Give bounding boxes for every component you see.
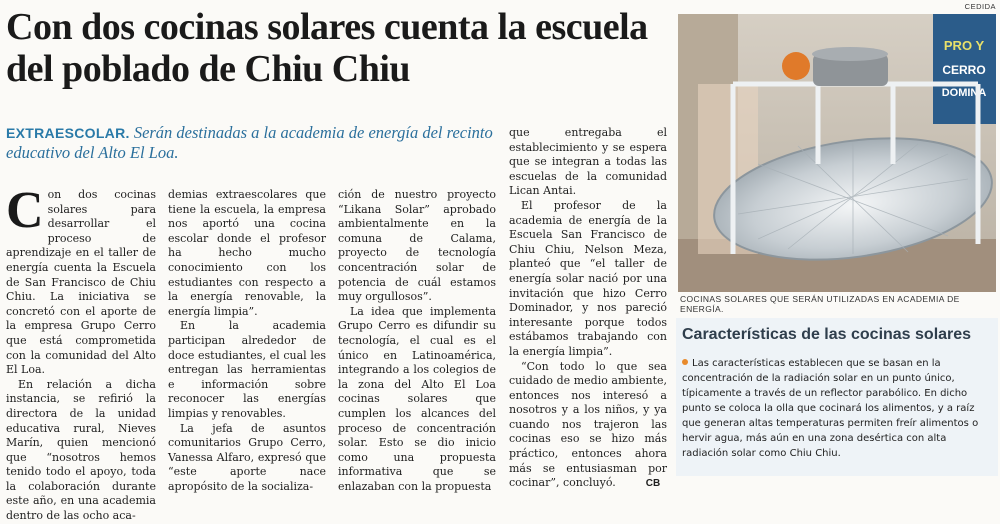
column-4 xyxy=(509,126,667,492)
pot-rim xyxy=(812,47,888,61)
col2-p1: demias extraescolares que tiene la escuela, la empresa nos aportó una cocina escolar donde el profesor ha hecho mucho conocimiento con los estudiantes con respecto a la energía renovable, la energía limpia”. xyxy=(168,188,326,318)
col2-p3: La jefa de asuntos comunitarios Grupo Cerro, Vanessa Alfaro, expresó que “este aporte nace apropósito de la socializa- xyxy=(168,421,326,493)
sidebar-body xyxy=(682,356,990,461)
banner-text-2: CERRO xyxy=(942,63,986,77)
col1-p1: on dos cocinas solares para desarrollar el proceso de aprendizaje en el taller de energía cuenta la Escuela de San Francisco de Chiu Chiu. La iniciativa se concretó con el aporte de la empresa Grupo Cerro que está comprometida con la comunidad del Alto El Loa. xyxy=(6,188,156,377)
col4-p2: El profesor de la academia de energía de la Escuela San Francisco de Chiu Chiu, Nelson Meza, planteó que “el taller de energía solar nació por una invitación que hizo Cerro Dominador, y nos pareció interesante porque todos estábamos trabajando con la energía limpia”. xyxy=(509,198,667,358)
orange-fruit xyxy=(782,52,810,80)
sidebar-text: Las características establecen que se basan en la concentración de la radiación solar en un punto único, típicamente a través de un reflector parabólico. En dicho punto se coloca la olla que cocinará los alimentos, y a raíz que generan altas temperaturas permiten freír alimentos o hervir agua, más aún en una zona desértica con alta radiación solar como Chiu Chiu. xyxy=(682,358,979,459)
solar-cooker-illustration xyxy=(678,14,996,292)
column-2 xyxy=(168,188,326,494)
banner-text-1: PRO Y xyxy=(943,38,985,53)
deck: Serán destinadas a la academia de energía del recinto educativo del Alto El Loa. xyxy=(6,123,493,162)
dropcap: C xyxy=(6,182,44,239)
banner-text-3: DOMINA xyxy=(941,87,987,99)
column-1 xyxy=(6,182,156,524)
col1-p2: En relación a dicha instancia, se refirió la directora de la unidad educativa rural, Nieves Marín, quien mencionó que “nosotros hemos tenido todo el apoyo, toda la colaboración durante este año, en una academia dentro de las ocho aca- xyxy=(6,377,156,523)
headline: Con dos cocinas solares cuenta la escuela del poblado de Chiu Chiu xyxy=(6,6,648,90)
col4-p1: que entregaba el establecimiento y se espera que se integran a todas las escuelas de la comunidad Lican Antai. xyxy=(509,126,667,198)
kicker: EXTRAESCOLAR. xyxy=(6,125,130,141)
sidebar-title: Características de las cocinas solares xyxy=(682,326,972,343)
col4-p3: “Con todo lo que sea cuidado de medio ambiente, entonces nos interesó a nosotros y a los niños, y ya cuando nos trajeron las cocinas eso se hizo más práctico, entonces ahora más se entusiasman por cocinar”, concluyó. xyxy=(509,359,667,490)
photo-caption: COCINAS SOLARES QUE SERÁN UTILIZADAS EN ACADEMIA DE ENERGÍA. xyxy=(680,294,960,314)
photo-credit: CEDIDA xyxy=(964,2,996,11)
photo-solar-cooker xyxy=(678,14,996,292)
col2-p2: En la academia participan alrededor de doce estudiantes, el cual les entregan las herramientas e información sobre reconocer las energías limpias y renovables. xyxy=(168,319,326,420)
lead xyxy=(6,123,506,163)
col3-p2: La idea que implementa Grupo Cerro es difundir su tecnología, el cual es el único en Latinoamérica, integrando a los colegios de la zona del Alto El Loa cocinas solares que cumplen los alcances del proceso de concentración solar. Esto se dio inicio como una propuesta informativa que se enlazaban con la propuesta xyxy=(338,304,496,493)
column-3 xyxy=(338,188,496,494)
col3-p1: ción de nuestro proyecto “Likana Solar” aprobado ambientalmente en la comuna de Calama, proyecto de tecnología concentración solar de potencia de cuál estamos muy orgullosos”. xyxy=(338,188,496,304)
end-mark: CB xyxy=(645,478,661,490)
bullet-icon xyxy=(682,359,688,365)
sidebar-box xyxy=(676,318,998,476)
